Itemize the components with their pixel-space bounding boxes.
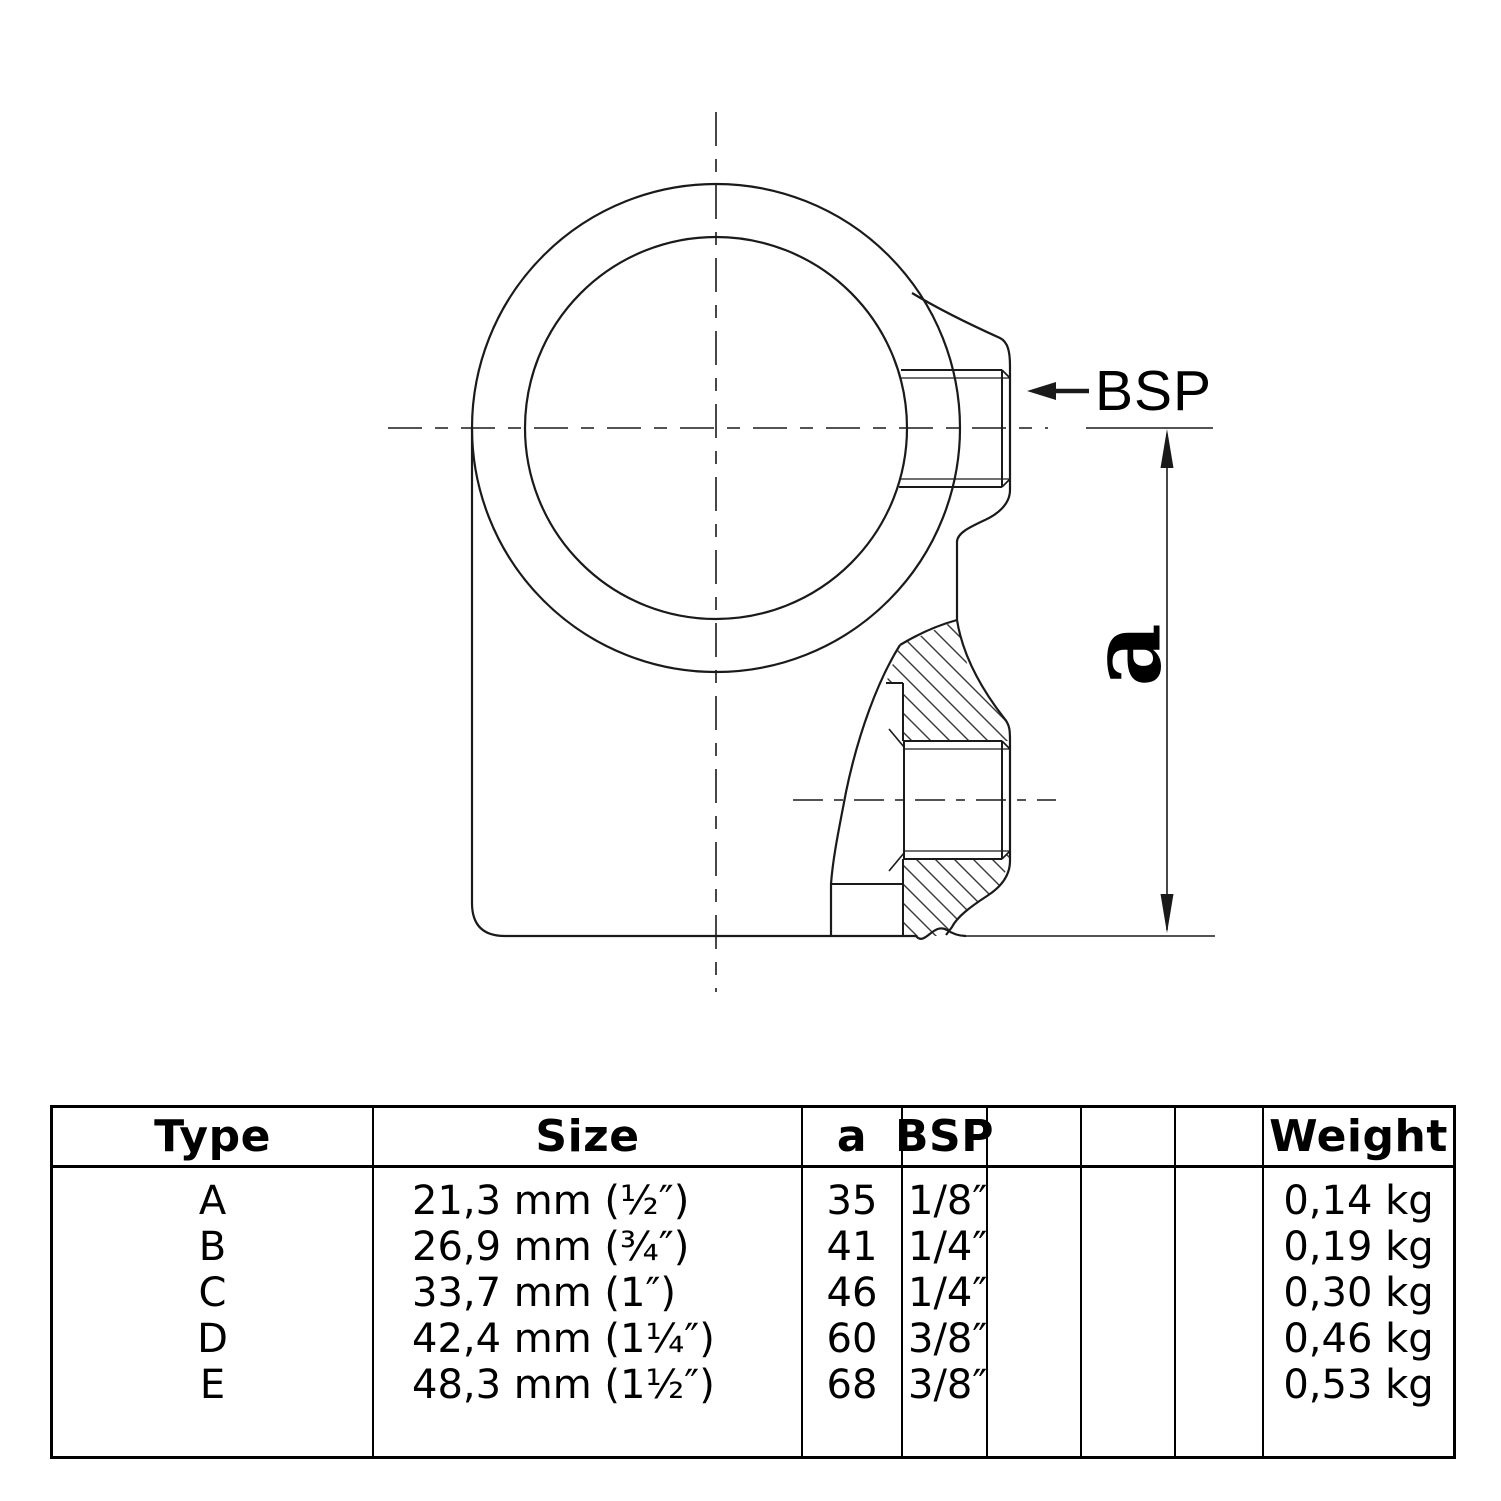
type-value: C [198,1270,227,1316]
col-header-empty-3 [1176,1108,1264,1165]
bsp-value: 1/8″ [908,1178,988,1224]
a-value: 35 [826,1178,878,1224]
hatch-lower-region [903,851,1010,936]
col-header-type: Type [53,1108,374,1165]
column-a [803,1168,903,1456]
hatch-upper-region [886,620,1010,741]
column-type [53,1168,374,1456]
column-empty-2 [1082,1168,1176,1456]
col-header-empty-2 [1082,1108,1176,1165]
column-empty-3 [1176,1168,1264,1456]
column-weight [1264,1168,1453,1456]
dim-arrow-down [1161,894,1174,933]
dim-arrow-up [1161,429,1174,468]
spec-table-body [53,1168,1453,1456]
bsp-label: BSP [1095,359,1213,423]
bsp-arrow-head [1027,382,1056,400]
col-header-empty-1 [988,1108,1082,1165]
a-value: 68 [826,1362,878,1408]
a-value: 60 [826,1316,878,1362]
col-header-weight: Weight [1269,1111,1448,1162]
weight-value: 0,19 kg [1283,1224,1434,1270]
size-value: 21,3 mm (½″) [412,1178,690,1224]
col-header-a: a [803,1108,903,1165]
type-value: E [199,1362,226,1408]
bsp-value: 3/8″ [908,1362,988,1408]
top-boss-outline [912,293,1010,620]
bsp-value: 3/8″ [908,1316,988,1362]
dimension-a-label: a [1068,623,1184,687]
bsp-value: 1/4″ [908,1270,988,1316]
weight-value: 0,30 kg [1283,1270,1434,1316]
spec-table [50,1105,1456,1459]
type-value: A [198,1178,227,1224]
weight-value: 0,14 kg [1283,1178,1434,1224]
a-value: 46 [826,1270,878,1316]
size-value: 33,7 mm (1″) [412,1270,677,1316]
column-bsp [903,1168,988,1456]
column-empty-1 [988,1168,1082,1456]
spec-table-header [53,1108,1453,1168]
column-size [374,1168,803,1456]
size-value: 42,4 mm (1¼″) [412,1316,715,1362]
section-cut-arc [831,645,900,936]
bsp-value: 1/4″ [908,1224,988,1270]
bsp-callout [1027,382,1089,400]
a-value: 41 [826,1224,878,1270]
size-value: 48,3 mm (1½″) [412,1362,715,1408]
type-value: B [198,1224,227,1270]
col-header-bsp: BSP [903,1108,988,1165]
col-header-size: Size [374,1108,803,1165]
weight-value: 0,46 kg [1283,1316,1434,1362]
weight-value: 0,53 kg [1283,1362,1434,1408]
type-value: D [197,1316,228,1362]
size-value: 26,9 mm (¾″) [412,1224,690,1270]
